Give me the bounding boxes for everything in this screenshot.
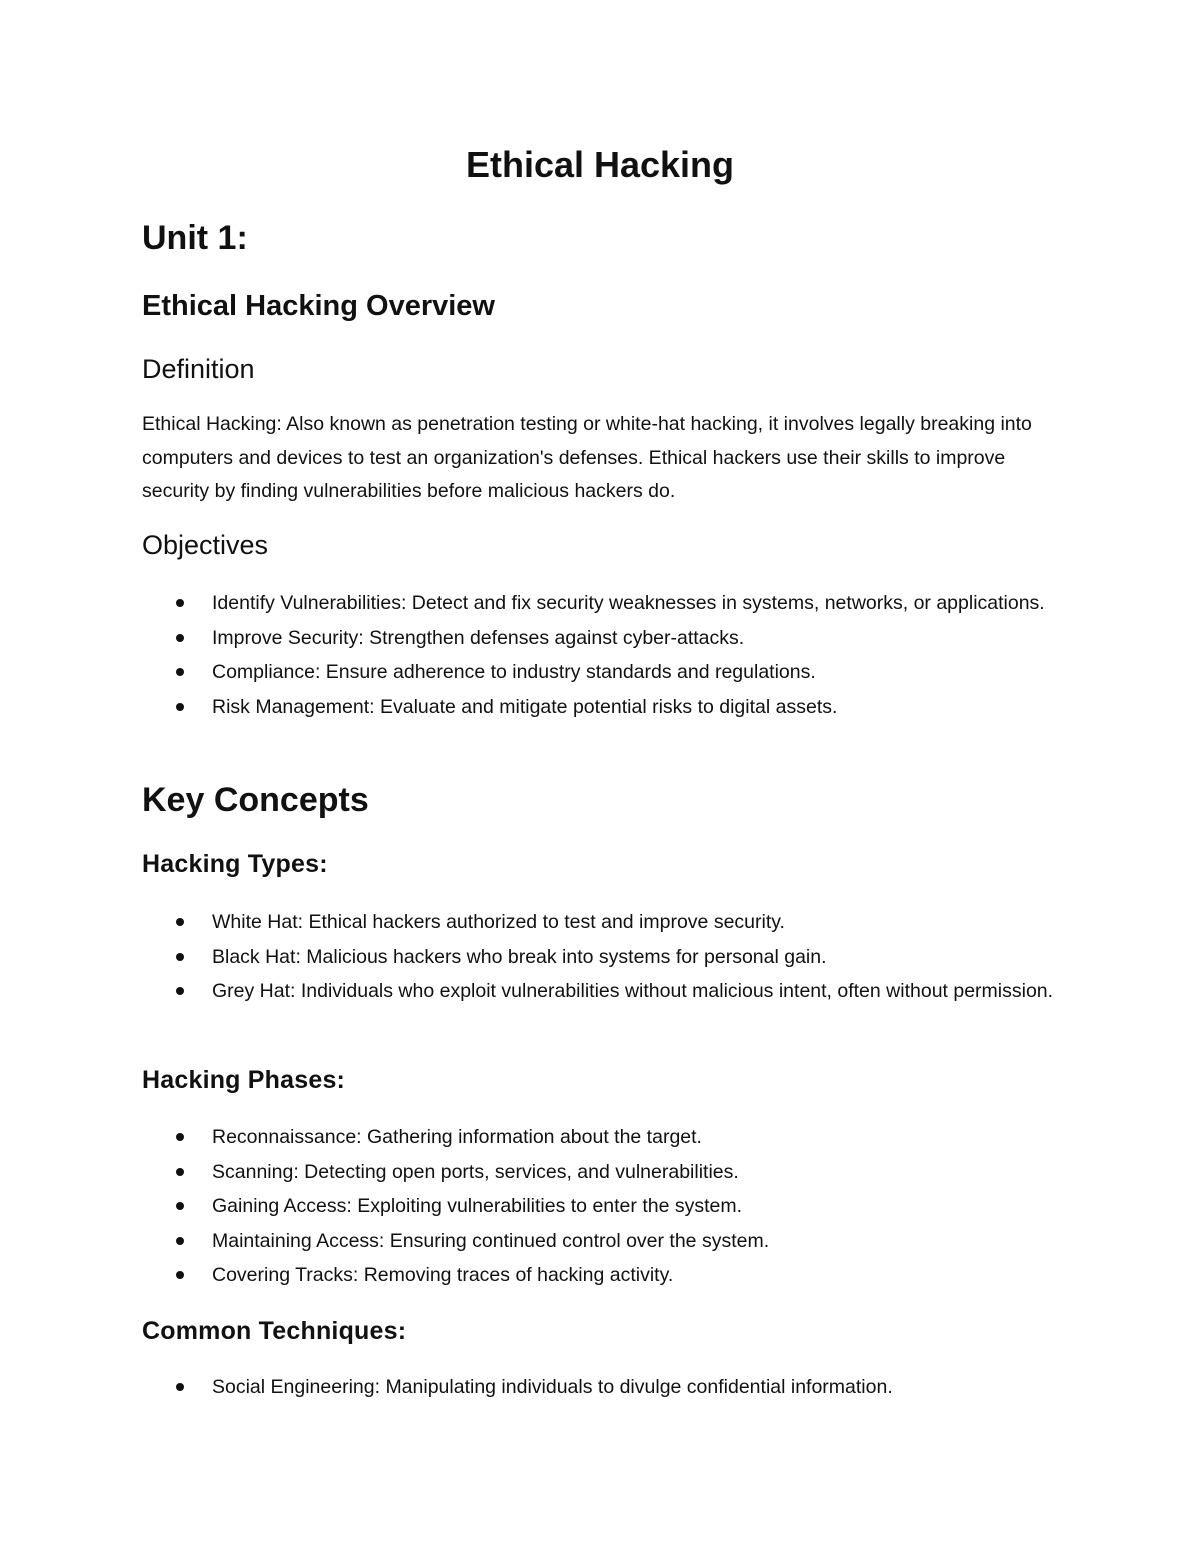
list-item-text: Gaining Access: Exploiting vulnerabilities to enter the system. bbox=[212, 1195, 743, 1217]
bullet-icon bbox=[176, 1237, 184, 1245]
list-item-text: Identify Vulnerabilities: Detect and fix security weaknesses in systems, networks, or applications. bbox=[212, 592, 1045, 614]
list-item bbox=[142, 974, 1062, 1009]
bullet-icon bbox=[176, 1168, 184, 1176]
bullet-icon bbox=[176, 1202, 184, 1210]
unit-heading: Unit 1: bbox=[142, 219, 248, 257]
list-item-text: Compliance: Ensure adherence to industry standards and regulations. bbox=[212, 661, 816, 683]
bullet-icon bbox=[176, 953, 184, 961]
bullet-icon bbox=[176, 918, 184, 926]
hacking-types-heading: Hacking Types: bbox=[142, 850, 328, 878]
list-item bbox=[142, 690, 1062, 725]
list-item bbox=[142, 1189, 1062, 1224]
bullet-icon bbox=[176, 1133, 184, 1141]
bullet-icon bbox=[176, 987, 184, 995]
list-item-text: Covering Tracks: Removing traces of hacking activity. bbox=[212, 1264, 674, 1286]
list-item-text: Reconnaissance: Gathering information about the target. bbox=[212, 1126, 702, 1148]
list-item-text: Maintaining Access: Ensuring continued control over the system. bbox=[212, 1229, 770, 1252]
list-item bbox=[142, 1120, 1062, 1155]
list-item bbox=[142, 586, 1062, 621]
list-item bbox=[142, 1155, 1062, 1190]
list-item-text: Grey Hat: Individuals who exploit vulnerabilities without malicious intent, often without permission. bbox=[212, 980, 1054, 1002]
definition-paragraph: Ethical Hacking: Also known as penetration testing or white-hat hacking, it involves legally breaking into computers and devices to test an organization's defenses. Ethical hackers use their skills to improve security by finding vulnerabilities before malicious hackers do. bbox=[142, 413, 1032, 502]
key-concepts-heading: Key Concepts bbox=[142, 781, 369, 819]
hacking-phases-list bbox=[142, 1120, 1062, 1293]
list-item bbox=[142, 1258, 1062, 1293]
hacking-types-list bbox=[142, 905, 1062, 1009]
list-item bbox=[142, 655, 1062, 690]
bullet-icon bbox=[176, 1271, 184, 1279]
bullet-icon bbox=[176, 634, 184, 642]
bullet-icon bbox=[176, 668, 184, 676]
hacking-phases-heading: Hacking Phases: bbox=[142, 1066, 346, 1094]
list-item bbox=[142, 905, 1062, 940]
document-title: Ethical Hacking bbox=[465, 144, 735, 185]
list-item bbox=[142, 940, 1062, 975]
bullet-icon bbox=[176, 703, 184, 711]
list-item-text: White Hat: Ethical hackers authorized to test and improve security. bbox=[212, 911, 785, 933]
objectives-list bbox=[142, 586, 1062, 724]
list-item bbox=[142, 621, 1062, 656]
list-item-text: Social Engineering: Manipulating individuals to divulge confidential information. bbox=[212, 1376, 893, 1398]
list-item-text: Black Hat: Malicious hackers who break into systems for personal gain. bbox=[212, 945, 827, 968]
list-item-text: Improve Security: Strengthen defenses against cyber-attacks. bbox=[212, 626, 745, 649]
bullet-icon bbox=[176, 1383, 184, 1391]
common-techniques-list bbox=[142, 1370, 1062, 1405]
overview-heading: Ethical Hacking Overview bbox=[142, 290, 495, 322]
common-techniques-heading: Common Techniques: bbox=[142, 1317, 407, 1345]
definition-heading: Definition bbox=[142, 354, 255, 384]
list-item-text: Risk Management: Evaluate and mitigate potential risks to digital assets. bbox=[212, 695, 838, 718]
list-item-text: Scanning: Detecting open ports, services, and vulnerabilities. bbox=[212, 1160, 739, 1183]
list-item bbox=[142, 1370, 1062, 1405]
objectives-heading: Objectives bbox=[142, 530, 269, 560]
bullet-icon bbox=[176, 599, 184, 607]
list-item bbox=[142, 1224, 1062, 1259]
